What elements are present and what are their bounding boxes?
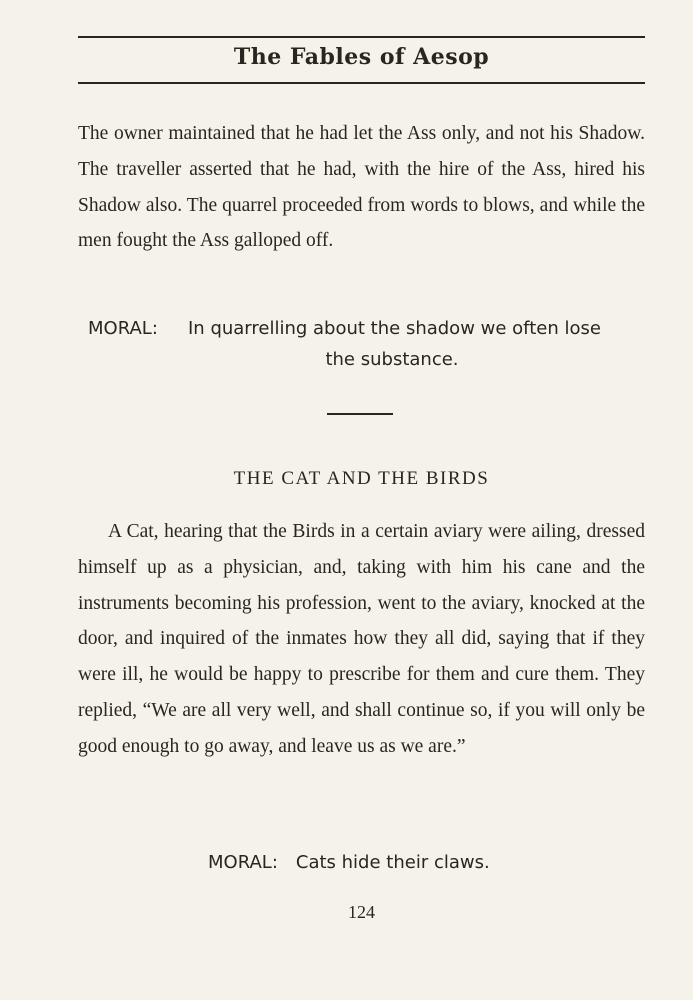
moral-text: Cats hide their claws. <box>295 852 490 873</box>
moral-label: MORAL: <box>208 852 278 873</box>
section-divider <box>327 413 393 415</box>
moral-cat <box>208 847 628 878</box>
fable-paragraph: A Cat, hearing that the Birds in a certain aviary were ailing, dressed himself up as a physician, and, taking with him his cane and the instruments becoming his profession, went to the aviary, knocked at the door, and inquired of the inmates how they all did, saying that if they were ill, he would be happy to prescribe for them and cure them. They replied, “We are all very well, and shall continue so, if you will only be good enough to go away, and leave us as we are.” <box>78 521 645 757</box>
moral-label: MORAL: <box>88 318 158 339</box>
running-title: The Fables of Aesop <box>233 44 490 70</box>
header-bottom-rule <box>78 82 645 84</box>
fable-end-paragraph: The owner maintained that he had let the Ass only, and not his Shadow. The traveller asserted that he had, with the hire of the Ass, hired his Shadow also. The quarrel proceeded from words to blows, and while the men fought the Ass galloped off. <box>78 123 645 252</box>
moral-shadow <box>88 313 648 375</box>
header-top-rule <box>78 36 645 38</box>
moral-text-line1: In quarrelling about the shadow we often lose <box>188 318 601 339</box>
page-number: 124 <box>348 902 375 922</box>
moral-text-line2: the substance. <box>325 349 459 370</box>
fable-title: THE CAT AND THE BIRDS <box>233 468 490 489</box>
